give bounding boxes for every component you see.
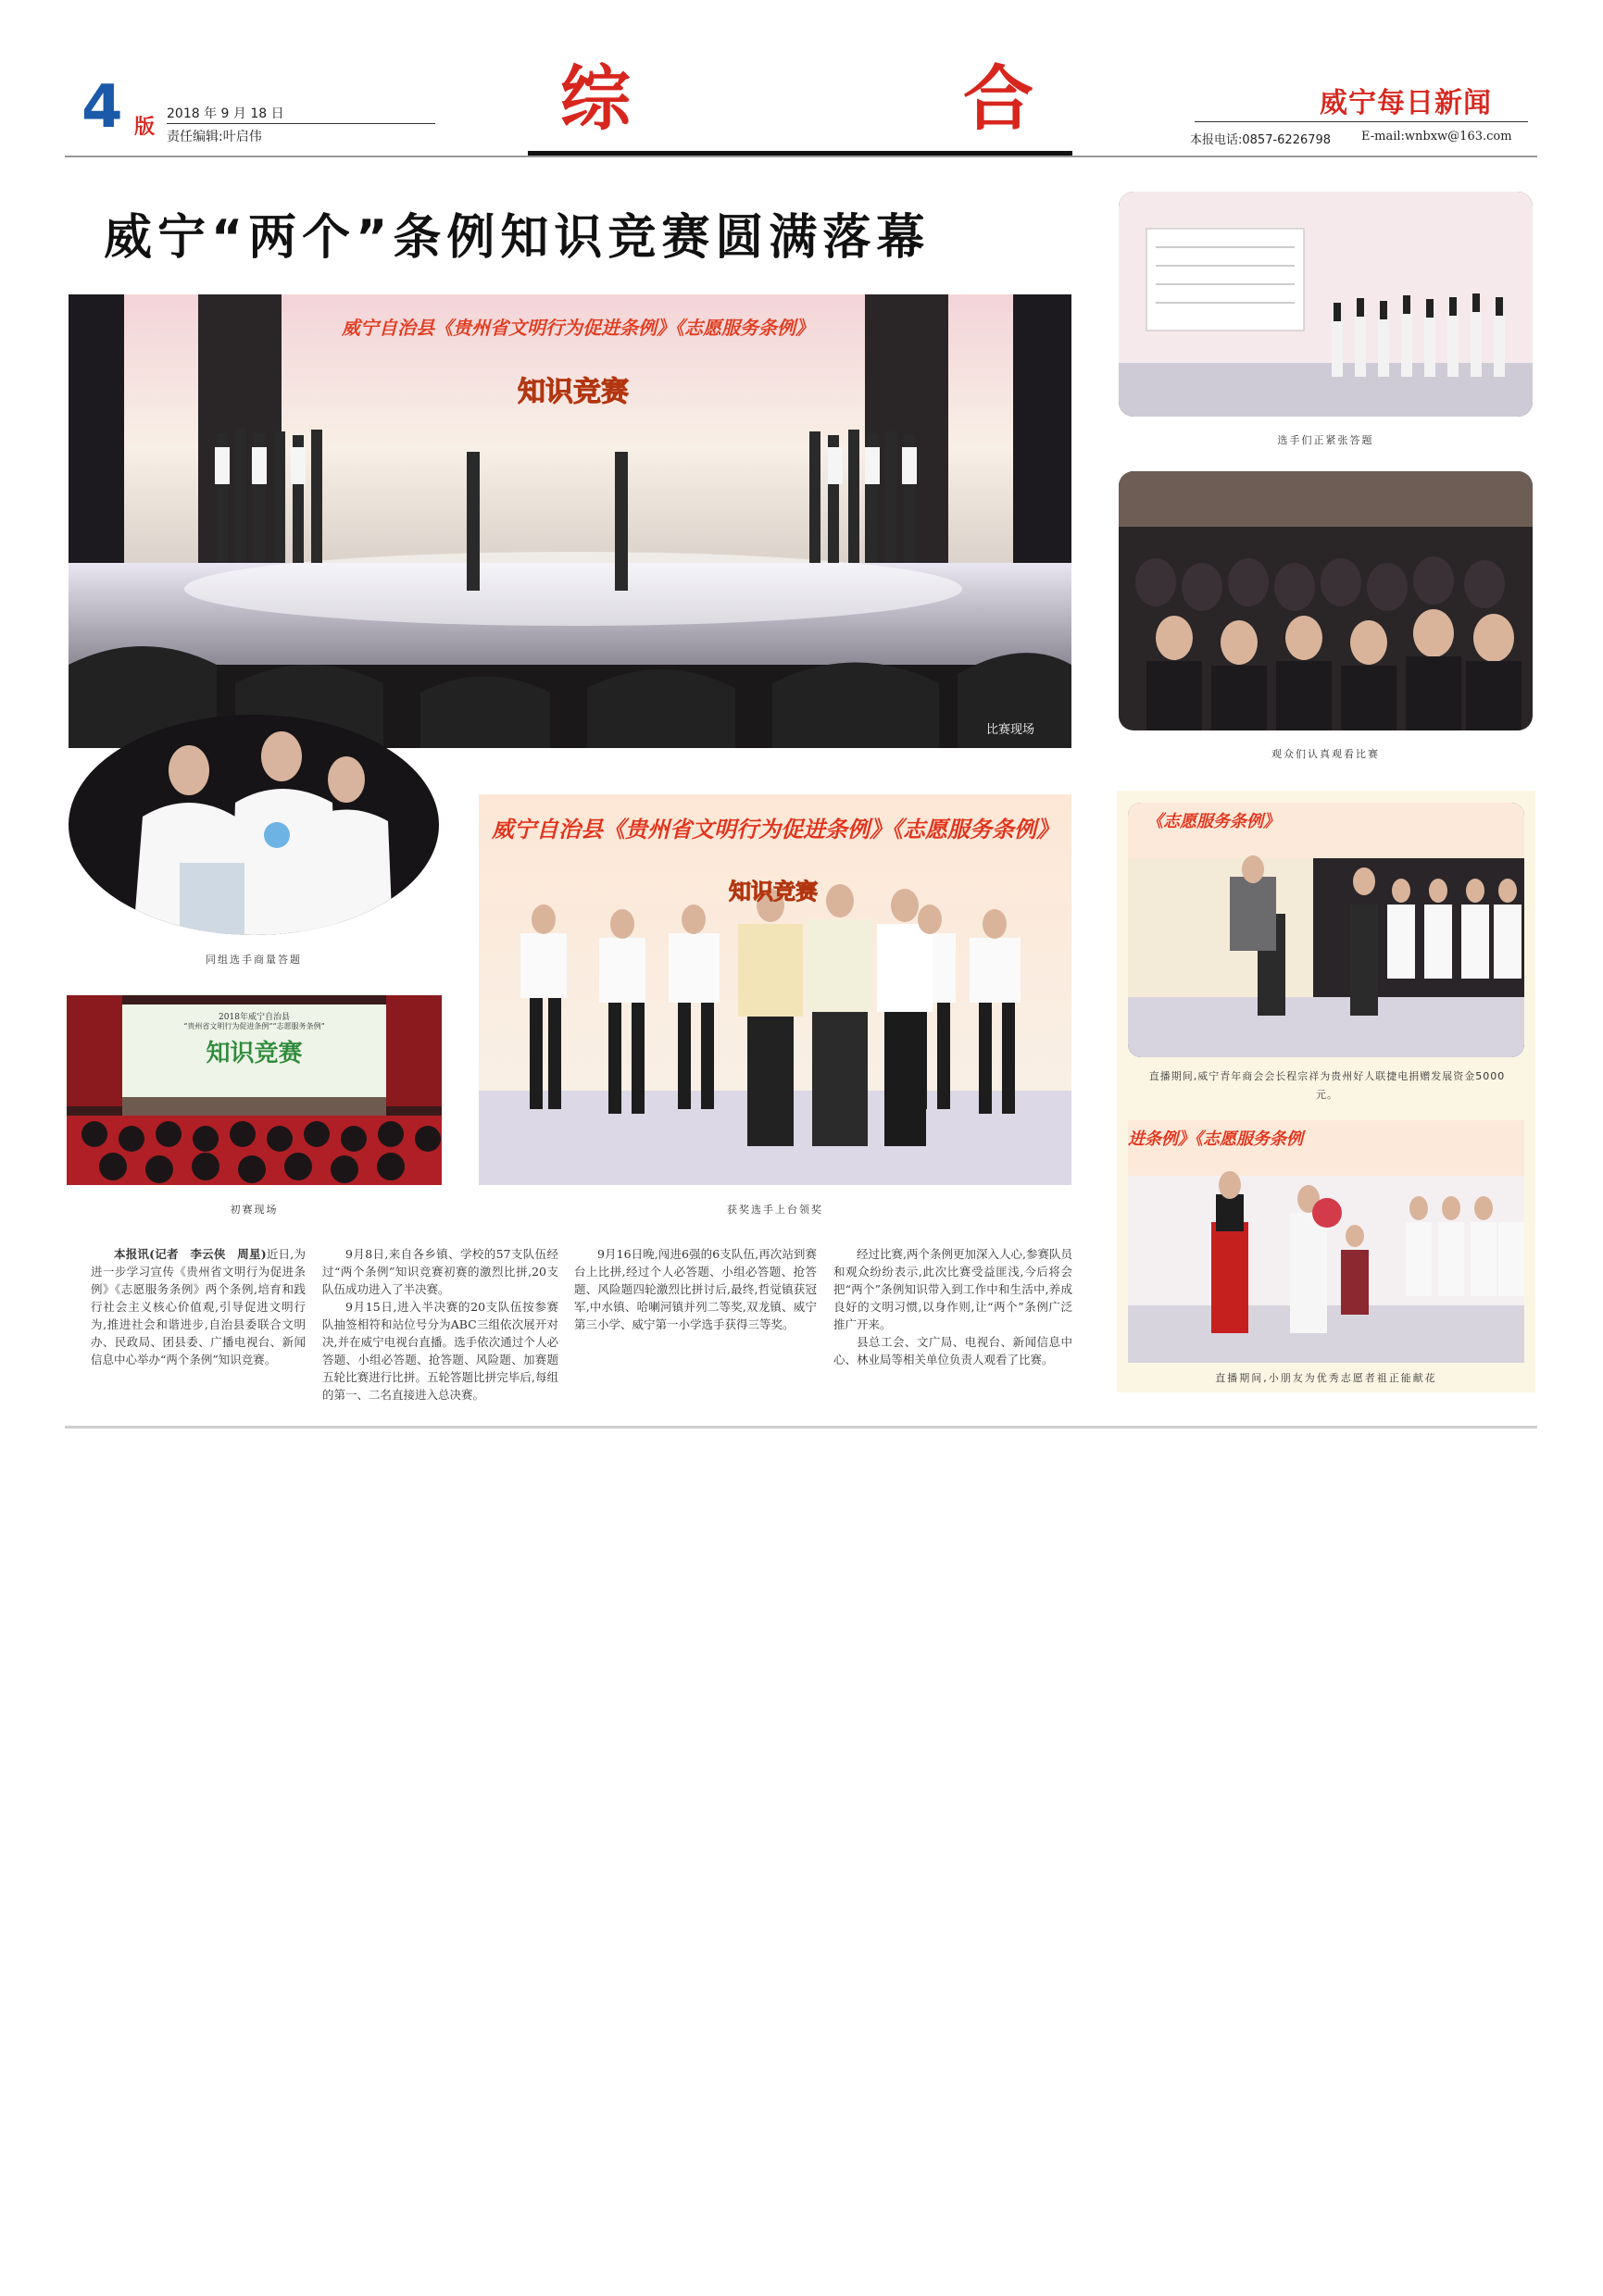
flower-banner: 进条例》《志愿服务条例 xyxy=(1128,1129,1303,1149)
flower-photo xyxy=(1128,1120,1524,1363)
award-caption: 获奖选手上台领奖 xyxy=(727,1204,823,1216)
masthead-rule xyxy=(1195,121,1528,122)
main-stage-label: 比赛现场 xyxy=(985,723,1034,737)
article-paragraph-6: 县总工会、文广局、电视台、新闻信息中心、林业局等相关单位负责人观看了比赛。 xyxy=(833,1335,1072,1366)
team-answer-photo xyxy=(1119,192,1533,417)
donation-caption: 直播期间,威宁青年商会会长程宗祥为贵州好人联捷电捐赠发展资金5000元。 xyxy=(1148,1070,1506,1101)
editor-credit: 责任编辑:叶启伟 xyxy=(167,130,262,144)
article-paragraph-1: 近日,为进一步学习宣传《贵州省文明行为促进条例》《志愿服务条例》两个条例,培育和践行社会主义核心价值观,引导促进文明行为,推进社会和谐进步,自治县委联合文明办、民政局、团县委、广播电视台、新闻信息中心举办“两个条例”知识竞赛。 xyxy=(91,1247,306,1366)
article-paragraph-5: 经过比赛,两个条例更加深入人心,参赛队员和观众纷纷表示,此次比赛受益匪浅,今后将会把“两个”条例知识带入到工作中和生活中,养成良好的文明习惯,以身作则,让“两个”条例广泛推广开来。 xyxy=(833,1247,1072,1331)
flower-caption: 直播期间,小朋友为优秀志愿者祖正能献花 xyxy=(1215,1372,1437,1384)
prelim-caption: 初赛现场 xyxy=(230,1204,279,1216)
article-byline: 本报讯(记者 李云侠 周星) xyxy=(114,1247,267,1261)
section-title-left: 综 xyxy=(560,57,631,140)
main-stage-photo xyxy=(69,294,1071,748)
group-discuss-caption: 同组选手商量答题 xyxy=(206,954,302,966)
team-answer-caption: 选手们正紧张答题 xyxy=(1277,434,1374,446)
prelim-banner-title: 知识竞赛 xyxy=(206,1040,303,1067)
main-stage-banner: 威宁自治县《贵州省文明行为促进条例》《志愿服务条例》 xyxy=(342,317,814,339)
donation-banner: 《志愿服务条例》 xyxy=(1146,812,1280,831)
article-column-3 xyxy=(574,1245,817,1333)
audience-photo xyxy=(1119,471,1533,730)
prelim-photo xyxy=(67,995,442,1185)
article-headline: 威宁“两个”条例知识竞赛圆满落幕 xyxy=(104,210,931,266)
phone-line: 本报电话:0857-6226798 xyxy=(1190,133,1332,147)
group-discuss-photo xyxy=(69,715,439,935)
prelim-banner-line1: 2018年威宁自治县 xyxy=(219,1013,290,1022)
page-bottom-rule xyxy=(65,1426,1537,1429)
page-number xyxy=(81,74,123,141)
donation-photo xyxy=(1128,803,1524,1057)
award-logo: 知识竞赛 xyxy=(729,879,818,905)
main-stage-logo: 知识竞赛 xyxy=(518,376,629,408)
email-line: E-mail:wnbxw@163.com xyxy=(1361,130,1512,144)
award-banner: 威宁自治县《贵州省文明行为促进条例》《志愿服务条例》 xyxy=(492,817,1058,842)
article-column-2 xyxy=(322,1245,558,1404)
article-paragraph-4: 9月16日晚,闯进6强的6支队伍,再次站到赛台上比拼,经过个人必答题、小组必答题、抢答题、风险题四轮激烈比拼讨后,最终,哲觉镇获冠军,中水镇、哈喇河镇并列二等奖,双龙镇、威宁第三小学、威宁第一小学选手获得三等奖。 xyxy=(574,1247,817,1331)
prelim-banner-line2: “贵州省文明行为促进条例”“志愿服务条例” xyxy=(183,1022,325,1030)
article-column-1 xyxy=(91,1245,306,1368)
article-paragraph-2: 9月8日,来自各乡镇、学校的57支队伍经过“两个条例”知识竞赛初赛的激烈比拼,20支队伍成功进入了半决赛。 xyxy=(322,1247,558,1296)
audience-caption: 观众们认真观看比赛 xyxy=(1271,748,1380,760)
issue-date: 2018 年 9 月 18 日 xyxy=(167,106,284,121)
masthead: 威宁每日新闻 xyxy=(1320,87,1492,119)
section-title-right: 合 xyxy=(963,57,1033,140)
article-column-4 xyxy=(833,1245,1072,1368)
award-photo xyxy=(479,794,1071,1185)
header-rule-left xyxy=(167,123,435,124)
header-full-rule xyxy=(65,156,1537,157)
page-number-value: 4 xyxy=(81,73,123,142)
page-suffix: 版 xyxy=(134,116,156,139)
article-paragraph-3: 9月15日,进入半决赛的20支队伍按参赛队抽签相符和站位号分为ABC三组依次展开对决,并在威宁电视台直播。选手依次通过个人必答题、小组必答题、抢答题、风险题、加赛题五轮比赛进行比拼。五轮答题比拼完毕后,每组的第一、二名直接进入总决赛。 xyxy=(322,1300,558,1402)
